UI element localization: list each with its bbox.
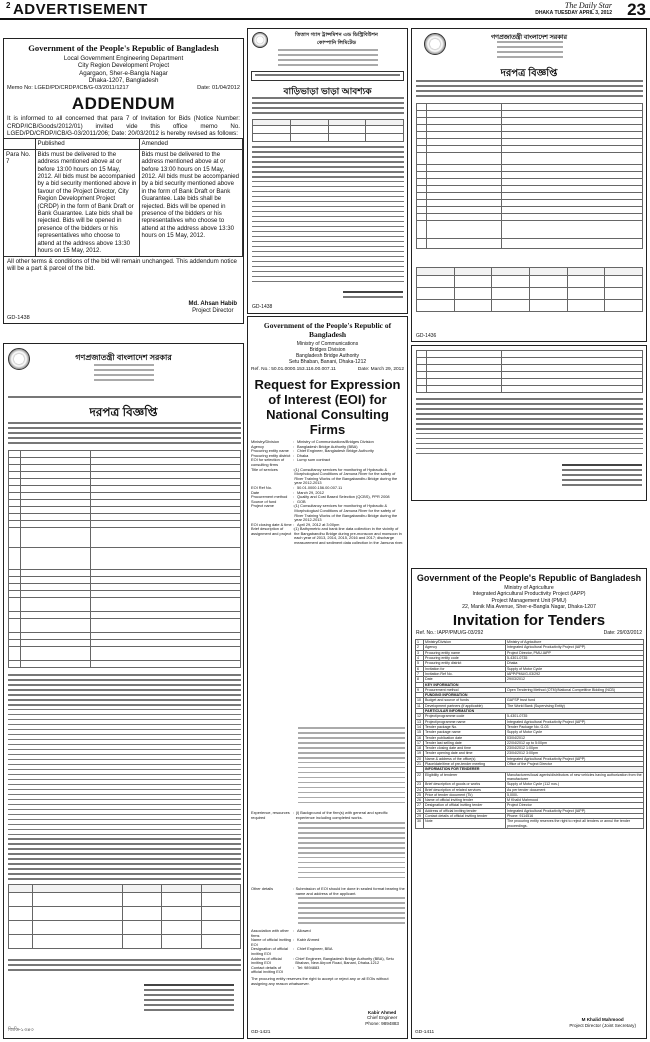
tender-info-row: PARTICULAR INFORMATION: [416, 709, 644, 714]
section-title: $^2$ ADVERTISEMENT: [6, 1, 148, 18]
eoi-row: EOI Ref No. : 50.01.0000.156.00.007.11: [251, 484, 343, 490]
eoi-row: EOI for selection of consulting firms : Lump sum contract: [251, 457, 331, 467]
tender-notice-title: দরপত্র বিজ্ঞপ্তি: [500, 68, 558, 79]
eoi-row: Brief description of assignment and project : (1) Bathymetric and bank line data collection in the vicinity of the Bangabandhu Bridge during pre-monsoon and monsoon in each year of 2013, 2014, 2015, 2016 and 2017; discharge measurement and sediment data collection in the Jamuna river.: [251, 526, 404, 546]
eoi-note: The procuring entity reserves the right to accept or reject any or all EOIs without assigning any reason whatsoever.: [251, 975, 389, 986]
eoi-ref-line: Ref. No.: 50.01.0000.153.116.00.007.11 Date: March 29, 2012: [251, 367, 404, 372]
titas-gas-ad: তিতাস গ্যাস ট্রান্সমিশন এন্ড ডিস্ট্রিবিউশন কোম্পানি লিমিটেড বাড়িভাড়া ভাড়া আবশ্যক GD-1438: [247, 28, 408, 314]
tender-info-row: 3 Procuring entity name Project Director, PMU-IAPP: [416, 650, 644, 655]
ad-code: GD-1421: [251, 1030, 271, 1035]
tender-info-row: 6 Invitation for Supply of Motor Cycle: [416, 666, 644, 671]
eoi-row: Project name : (1) Consultancy services for monitoring of Hydraulic & Morphological Conditions of Jamuna River for the safety of River Training Works of the Bangabandhu Bridge during the year 2012-2013: [251, 503, 398, 523]
signature-block: M Khalid Mahmood Project Director (Joint Secretary): [569, 1017, 636, 1028]
eoi-row: Procuring entity name : Chief Engineer, Bangladesh Bridge Authority: [251, 448, 374, 454]
police-tender-ad-continued: [411, 345, 647, 501]
tender-info-row: 12 Project/programme code 5-4301-0735: [416, 714, 644, 719]
tender-title: Invitation for Tenders: [452, 612, 606, 630]
eoi-row: Title of services : (1) Consultancy services for monitoring of Hydraulic & Morphological Conditions of Jamuna River for the safety of River Training Works of the Bangabandhu Bridge during the year 2012-2013: [251, 466, 398, 486]
tender-details-table: [416, 103, 643, 249]
issue-date: DHAKA TUESDAY APRIL 3, 2012: [535, 10, 612, 16]
tender-info-row: 18 Tender closing date and time 23/04/2012 1:00pm: [416, 746, 644, 751]
tender-info-row: 4 Procuring entity code 5-4301-0735: [416, 656, 644, 661]
tender-info-row: 22 Eligibility of tenderer Manufacturers/local agents/distributors of new vehicles having authorization from the manufacturer: [417, 772, 642, 781]
ad-office-lines: Local Government Engineering Department City Region Development Project Agargaon, Sher-e-Bangla Nagar Dhaka-1207, Bangladesh: [63, 55, 184, 84]
tender-info-row: 26 Name of official inviting tender M Khalid Mahmood: [416, 798, 644, 803]
tender-ref-line: Ref. No.: IAPP/PMU/G-03/292 Date: 29/03/2012: [416, 630, 642, 637]
tender-info-row: 11 Development partners (if applicable) The World Bank (Supervising Entity): [416, 703, 644, 708]
tender-info-row: 23 Brief description of goods or works Supply of Motor Cycle (112 nos.): [416, 782, 644, 787]
addendum-table: Published Amended Para No. 7 Bids must be delivered to the address mentioned above at or before 13:00 hours on 15 May, 2012. All bids must be accompanied by a bid security mentioned above in favour of the Project Director, City Region Development Project (CRDP) in the form of Bank Draft or Bank Guarantee. Late bids shall be rejected. Bids will be opened in presence of the bidders or his representatives who choose to attend at the address above 13:30 hours on 15 May, 2012. Bids must be delivered to the address mentioned above at or before 13:00 hours on 15 May, 2012. All bids must be accompanied by a bid security mentioned above in the form of Bank Draft or Bank Guarantee. Late bids shall be rejected. Bids will be opened in presence of the bidders or his representatives who choose to attend at the address above 13:30 hours on 15 May, 2012.: [4, 138, 243, 256]
tender-info-row: 15 Tender package name Supply of Motor Cycle: [416, 730, 644, 735]
tender-info-row: 24 Brief description of related services As per tender document: [416, 787, 644, 792]
tender-info-row: 8 Date 29/03/2012: [416, 677, 644, 682]
titas-notice-title: বাড়িভাড়া ভাড়া আবশ্যক: [283, 86, 372, 96]
ad-code: GD-1411: [415, 1030, 435, 1035]
tender-info-row: 29 Contact details of official inviting tender Phone: 9114516: [416, 813, 644, 818]
signature-block: Md. Ahsan Habib Project Director: [188, 301, 237, 314]
eoi-row: Name of official inviting EOI : Kabir Ahmed: [251, 937, 320, 947]
eoi-row: Association with other firms : Allowed: [251, 928, 311, 938]
bridge-authority-eoi-ad: [247, 316, 408, 1039]
eoi-row: Date : March 29, 2012: [251, 489, 325, 495]
page-number: 23: [627, 0, 646, 19]
eoi-row: Other details : Submission of EOI should be done in sealed format bearing the name and address of the applicant.: [251, 886, 405, 896]
police-tender-ad-top: গণপ্রজাতন্ত্রী বাংলাদেশ সরকার দরপত্র বিজ্ঞপ্তি GD-1436: [411, 28, 647, 342]
eoi-row: Agency : Bangladesh Bridge Authority (BBA): [251, 443, 358, 449]
eoi-row: Source of fund : GOB: [251, 498, 306, 504]
eoi-details: [251, 440, 404, 546]
addendum-closing: All other terms & conditions of the bid will remain unchanged. This addendum notice will be a part & parcel of the bid.: [7, 257, 237, 272]
iapp-tender-ad: [411, 568, 647, 1039]
police-tender-ad-bottom: গণপ্রজাতন্ত্রী বাংলাদেশ সরকার দরপত্র বিজ্ঞপ্তি জিডি-১৩৪৩: [3, 343, 244, 1039]
addendum-title: ADDENDUM: [71, 94, 176, 114]
tender-info-row: FUNDING INFORMATION: [416, 693, 644, 698]
tender-notice-title-bottom: দরপত্র বিজ্ঞপ্তি: [89, 405, 158, 419]
tender-info-table: [415, 639, 644, 829]
titas-logo: [252, 32, 268, 48]
eoi-row: Ministry/Division : Ministry of Communications/Bridges Division: [251, 439, 374, 444]
lged-addendum-ad: [3, 38, 244, 324]
tender-info-row: 13 Project/programme name Integrated Agricultural Productivity Project (IAPP): [416, 719, 644, 724]
tender-info-row: 19 Tender opening date and time 23/04/2012 3:00pm: [416, 751, 644, 756]
tender-info-row: 30 Note The procuring entity reserves the right to reject all tenders or annul the tender proceedings.: [416, 819, 644, 829]
eoi-row: Address of official inviting EOI : Chief Engineer, Bangladesh Bridge Authority (BBA), Setu Bhaban, New Airport Road, Banani, Dhaka-1212: [251, 955, 394, 966]
tender-info-row: 27 Designation of official inviting tender Project Director: [416, 803, 644, 808]
police-logo-bottom: [8, 348, 30, 370]
ad-gov-title: Government of the People's Republic of Bangladesh: [416, 573, 642, 583]
tender-info-row: 28 Address of official inviting tender Integrated Agricultural Productivity Project (IAPP): [416, 808, 644, 813]
eoi-row: Procuring entity district : Dhaka: [251, 452, 309, 458]
tender-info-row: 2 Agency Integrated Agricultural Productivity Project (IAPP): [416, 645, 644, 650]
tender-info-row: 16 Tender publication date 03/04/2012: [416, 735, 644, 740]
tender-info-row: 25 Price of tender document (Tk) 5,000/-: [416, 792, 644, 797]
ad-office-lines: Ministry of Communications Bridges Division Bangladesh Bridge Authority Setu Bhaban, Banani, Dhaka-1212: [288, 341, 367, 365]
newspaper-name: The Daily Star: [564, 1, 612, 10]
ad-gov-title: Government of the People's Republic of Bangladesh: [28, 43, 219, 53]
tender-info-row: 17 Tender last selling date 22/04/2012 up to 5:00pm: [416, 740, 644, 745]
eoi-title: Request for Expression of Interest (EOI) for National Consulting Firms: [254, 377, 401, 437]
tender-info-row: INFORMATION FOR TENDERER: [416, 767, 644, 772]
page-header: [0, 0, 650, 20]
tender-info-row: 14 Tender package No. Tender Package No. G-03: [416, 724, 644, 729]
tender-info-row: 20 Name & address of the office(s) Integrated Agricultural Productivity Project (IAPP): [416, 756, 644, 761]
tender-info-row: 10 Budget and source of funds GAFSP trust fund: [416, 698, 644, 703]
tender-info-row: 5 Procuring entity district Dhaka: [416, 661, 644, 666]
addendum-intro: It is informed to all concerned that para 7 of Invitation for Bids (Notice Number: CRDP/ICB/Goods/2012/01) invited vide this office memo No. LGED/PD/CRDP/ICB/G-03/2011/206; Date: 20/03/2012 is hereby revised as follows:: [7, 115, 240, 137]
tender-info-row: 21 Place/date/time of pre-tender meeting Office of the Project Director: [416, 762, 644, 767]
ad-code: GD-1438: [7, 315, 30, 321]
eoi-row: Experience, resources required : (i) Background of the firm(s) with general and specific experience including completed works.: [251, 810, 388, 820]
memo-line: Memo No: LGED/PD/CRDP/ICB/G-03/2011/1217 Date: 01/04/2012: [7, 85, 240, 92]
tender-info-row: KEY INFORMATION: [416, 682, 644, 687]
eoi-row: EOI closing date & time : April 29, 2012 at 3:00pm: [251, 521, 340, 527]
eoi-row: Contact details of official inviting EOI : Tel: 9894883: [251, 964, 320, 975]
ad-office-lines: Ministry of Agriculture Integrated Agricultural Productivity Project (IAPP) Project Management Unit (PMU) 22, Manik Mia Avenue, Sher-e-Bangla Nagar, Dhaka-1207: [462, 585, 596, 610]
signature-block: Kabir Ahmed Chief Engineer Phone: 9894883: [365, 1009, 399, 1026]
ad-gov-title: Government of the People's Republic of Bangladesh: [263, 321, 392, 339]
tender-info-row: 7 Invitation Ref No. IAPP/PMU/G-03/292: [416, 671, 644, 676]
police-logo: [424, 33, 446, 55]
tender-info-row: 1 Ministry/Division Ministry of Agriculture: [416, 640, 644, 645]
eoi-row: Designation of official inviting EOI : Chief Engineer, BBA: [251, 946, 333, 956]
tender-info-row: 9 Procurement method Open Tendering Method (OTM)/National Competitive Bidding (NCB): [416, 687, 644, 692]
eoi-row: Procurement method : Quality and Cost Based Selection (QCBS), PPR 2008: [251, 494, 390, 500]
